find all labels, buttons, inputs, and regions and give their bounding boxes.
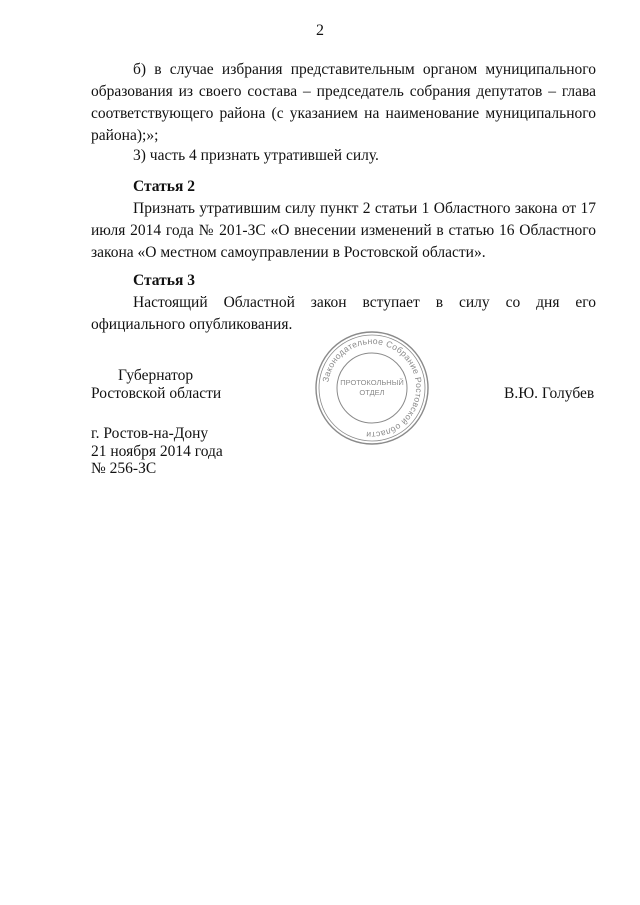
signatory-title-line-2: Ростовской области	[91, 385, 222, 402]
stamp-inner-line-1: ПРОТОКОЛЬНЫЙ	[340, 378, 404, 387]
stamp-seal-icon	[313, 329, 431, 447]
signatory-title-line-1: Губернатор	[118, 367, 194, 384]
signatory-name: В.Ю. Голубев	[504, 385, 595, 402]
stamp-ring-text: Законодательное Собрание Ростовской области	[320, 335, 425, 441]
stamp-inner-line-2: ОТДЕЛ	[359, 388, 385, 397]
paragraph-item-3: 3) часть 4 признать утратившей силу.	[133, 147, 379, 164]
place-of-signing: г. Ростов-на-Дону	[91, 425, 209, 442]
official-stamp	[313, 329, 431, 447]
law-number: № 256-ЗС	[91, 460, 157, 477]
paragraph-b: б) в случае избрания представительным органом муниципального образования из своего состава – председатель собрания депутатов – глава соответствующего района (с указанием на наименование муниципального района);»;	[91, 61, 596, 144]
article-3-text: Настоящий Областной закон вступает в силу со дня его официального опубликования.	[91, 294, 596, 333]
date-of-signing: 21 ноября 2014 года	[91, 443, 223, 460]
page-number: 2	[316, 22, 324, 39]
article-2-heading: Статья 2	[133, 178, 195, 195]
article-2-text: Признать утратившим силу пункт 2 статьи 1 Областного закона от 17 июля 2014 года № 201-ЗС «О внесении изменений в статью 16 Областного закона «О местном самоуправлении в Ростовской области».	[91, 200, 596, 261]
article-3-heading: Статья 3	[133, 272, 195, 289]
